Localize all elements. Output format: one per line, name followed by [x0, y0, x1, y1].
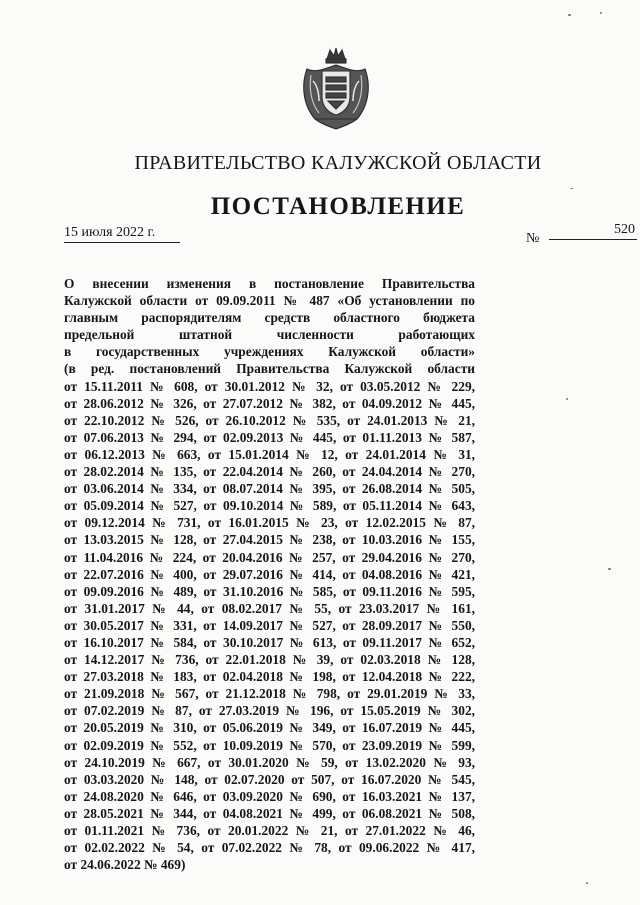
title-line: от 24.06.2022 № 469)	[64, 857, 186, 873]
title-line: от 31.01.2017 № 44, от 08.02.2017 № 55, от 23.03.2017 № 161,	[64, 600, 475, 616]
title-line: от 28.05.2021 № 344, от 04.08.2021 № 499, от 06.08.2021 № 508,	[64, 805, 475, 821]
title-line: от 20.05.2019 № 310, от 05.06.2019 № 349, от 16.07.2019 № 445,	[64, 720, 475, 736]
document-title	[64, 275, 475, 873]
title-line: от 03.06.2014 № 334, от 08.07.2014 № 395, от 26.08.2014 № 505,	[64, 481, 475, 497]
title-line: от 28.06.2012 № 326, от 27.07.2012 № 382, от 04.09.2012 № 445,	[64, 395, 475, 411]
title-line: от 28.02.2014 № 135, от 22.04.2014 № 260, от 24.04.2014 № 270,	[64, 464, 475, 480]
title-line: от 03.03.2020 № 148, от 02.07.2020 от 507, от 16.07.2020 № 545,	[64, 771, 475, 787]
coat-of-arms-icon	[297, 45, 375, 131]
title-line: предельной штатной численности работающих	[64, 327, 475, 343]
scan-speck	[600, 12, 602, 14]
title-line: в государственных учреждениях Калужской области»	[64, 344, 475, 360]
title-line: Калужской области от 09.09.2011 № 487 «Об установлении по	[64, 293, 475, 309]
title-line: от 16.10.2017 № 584, от 30.10.2017 № 613, от 09.11.2017 № 652,	[64, 634, 475, 650]
scan-speck	[570, 188, 573, 189]
title-line: от 30.05.2017 № 331, от 14.09.2017 № 527, от 28.09.2017 № 550,	[64, 617, 475, 633]
organization-name: ПРАВИТЕЛЬСТВО КАЛУЖСКОЙ ОБЛАСТИ	[134, 152, 542, 174]
title-line: от 11.04.2016 № 224, от 20.04.2016 № 257, от 29.04.2016 № 270,	[64, 549, 475, 565]
title-line: от 02.02.2022 № 54, от 07.02.2022 № 78, от 09.06.2022 № 417,	[64, 840, 475, 856]
scan-speck	[568, 14, 571, 16]
title-line: от 06.12.2013 № 663, от 15.01.2014 № 12, от 24.01.2014 № 31,	[64, 446, 475, 462]
scan-speck	[608, 568, 611, 570]
title-line: О внесении изменения в постановление Правительства	[64, 276, 475, 291]
title-line: от 14.12.2017 № 736, от 22.01.2018 № 39, от 02.03.2018 № 128,	[64, 652, 475, 668]
document-date: 15 июля 2022 г.	[64, 225, 180, 243]
document-type: ПОСТАНОВЛЕНИЕ	[210, 193, 466, 220]
title-line: от 09.09.2016 № 489, от 31.10.2016 № 585, от 09.11.2016 № 595,	[64, 583, 475, 599]
title-line: от 24.08.2020 № 646, от 03.09.2020 № 690, от 16.03.2021 № 137,	[64, 788, 475, 804]
title-line: от 07.06.2013 № 294, от 02.09.2013 № 445, от 01.11.2013 № 587,	[64, 429, 475, 445]
title-line: от 24.10.2019 № 667, от 30.01.2020 № 59, от 13.02.2020 № 93,	[64, 754, 475, 770]
title-line: от 07.02.2019 № 87, от 27.03.2019 № 196, от 15.05.2019 № 302,	[64, 703, 475, 719]
title-line: от 09.12.2014 № 731, от 16.01.2015 № 23, от 12.02.2015 № 87,	[64, 515, 475, 531]
title-line: от 02.09.2019 № 552, от 10.09.2019 № 570, от 23.09.2019 № 599,	[64, 737, 475, 753]
title-line: главным распорядителям средств областного бюджета	[64, 310, 475, 326]
scan-speck	[586, 882, 588, 884]
title-line: от 15.11.2011 № 608, от 30.01.2012 № 32, от 03.05.2012 № 229,	[64, 378, 475, 394]
title-line: от 27.03.2018 № 183, от 02.04.2018 № 198, от 12.04.2018 № 222,	[64, 669, 475, 685]
title-line: от 22.10.2012 № 526, от 26.10.2012 № 535, от 24.01.2013 № 21,	[64, 412, 475, 428]
number-label: №	[526, 231, 540, 246]
title-line: от 01.11.2021 № 736, от 20.01.2022 № 21, от 27.01.2022 № 46,	[64, 823, 475, 838]
title-line: от 13.03.2015 № 128, от 27.04.2015 № 238, от 10.03.2016 № 155,	[64, 532, 475, 548]
title-line: (в ред. постановлений Правительства Калужской области	[64, 361, 475, 377]
title-line: от 05.09.2014 № 527, от 09.10.2014 № 589, от 05.11.2014 № 643,	[64, 498, 475, 514]
scan-speck	[566, 398, 568, 400]
number-value: 520	[549, 221, 637, 240]
title-line: от 22.07.2016 № 400, от 29.07.2016 № 414, от 04.08.2016 № 421,	[64, 566, 475, 582]
title-line: от 21.09.2018 № 567, от 21.12.2018 № 798, от 29.01.2019 № 33,	[64, 686, 475, 702]
